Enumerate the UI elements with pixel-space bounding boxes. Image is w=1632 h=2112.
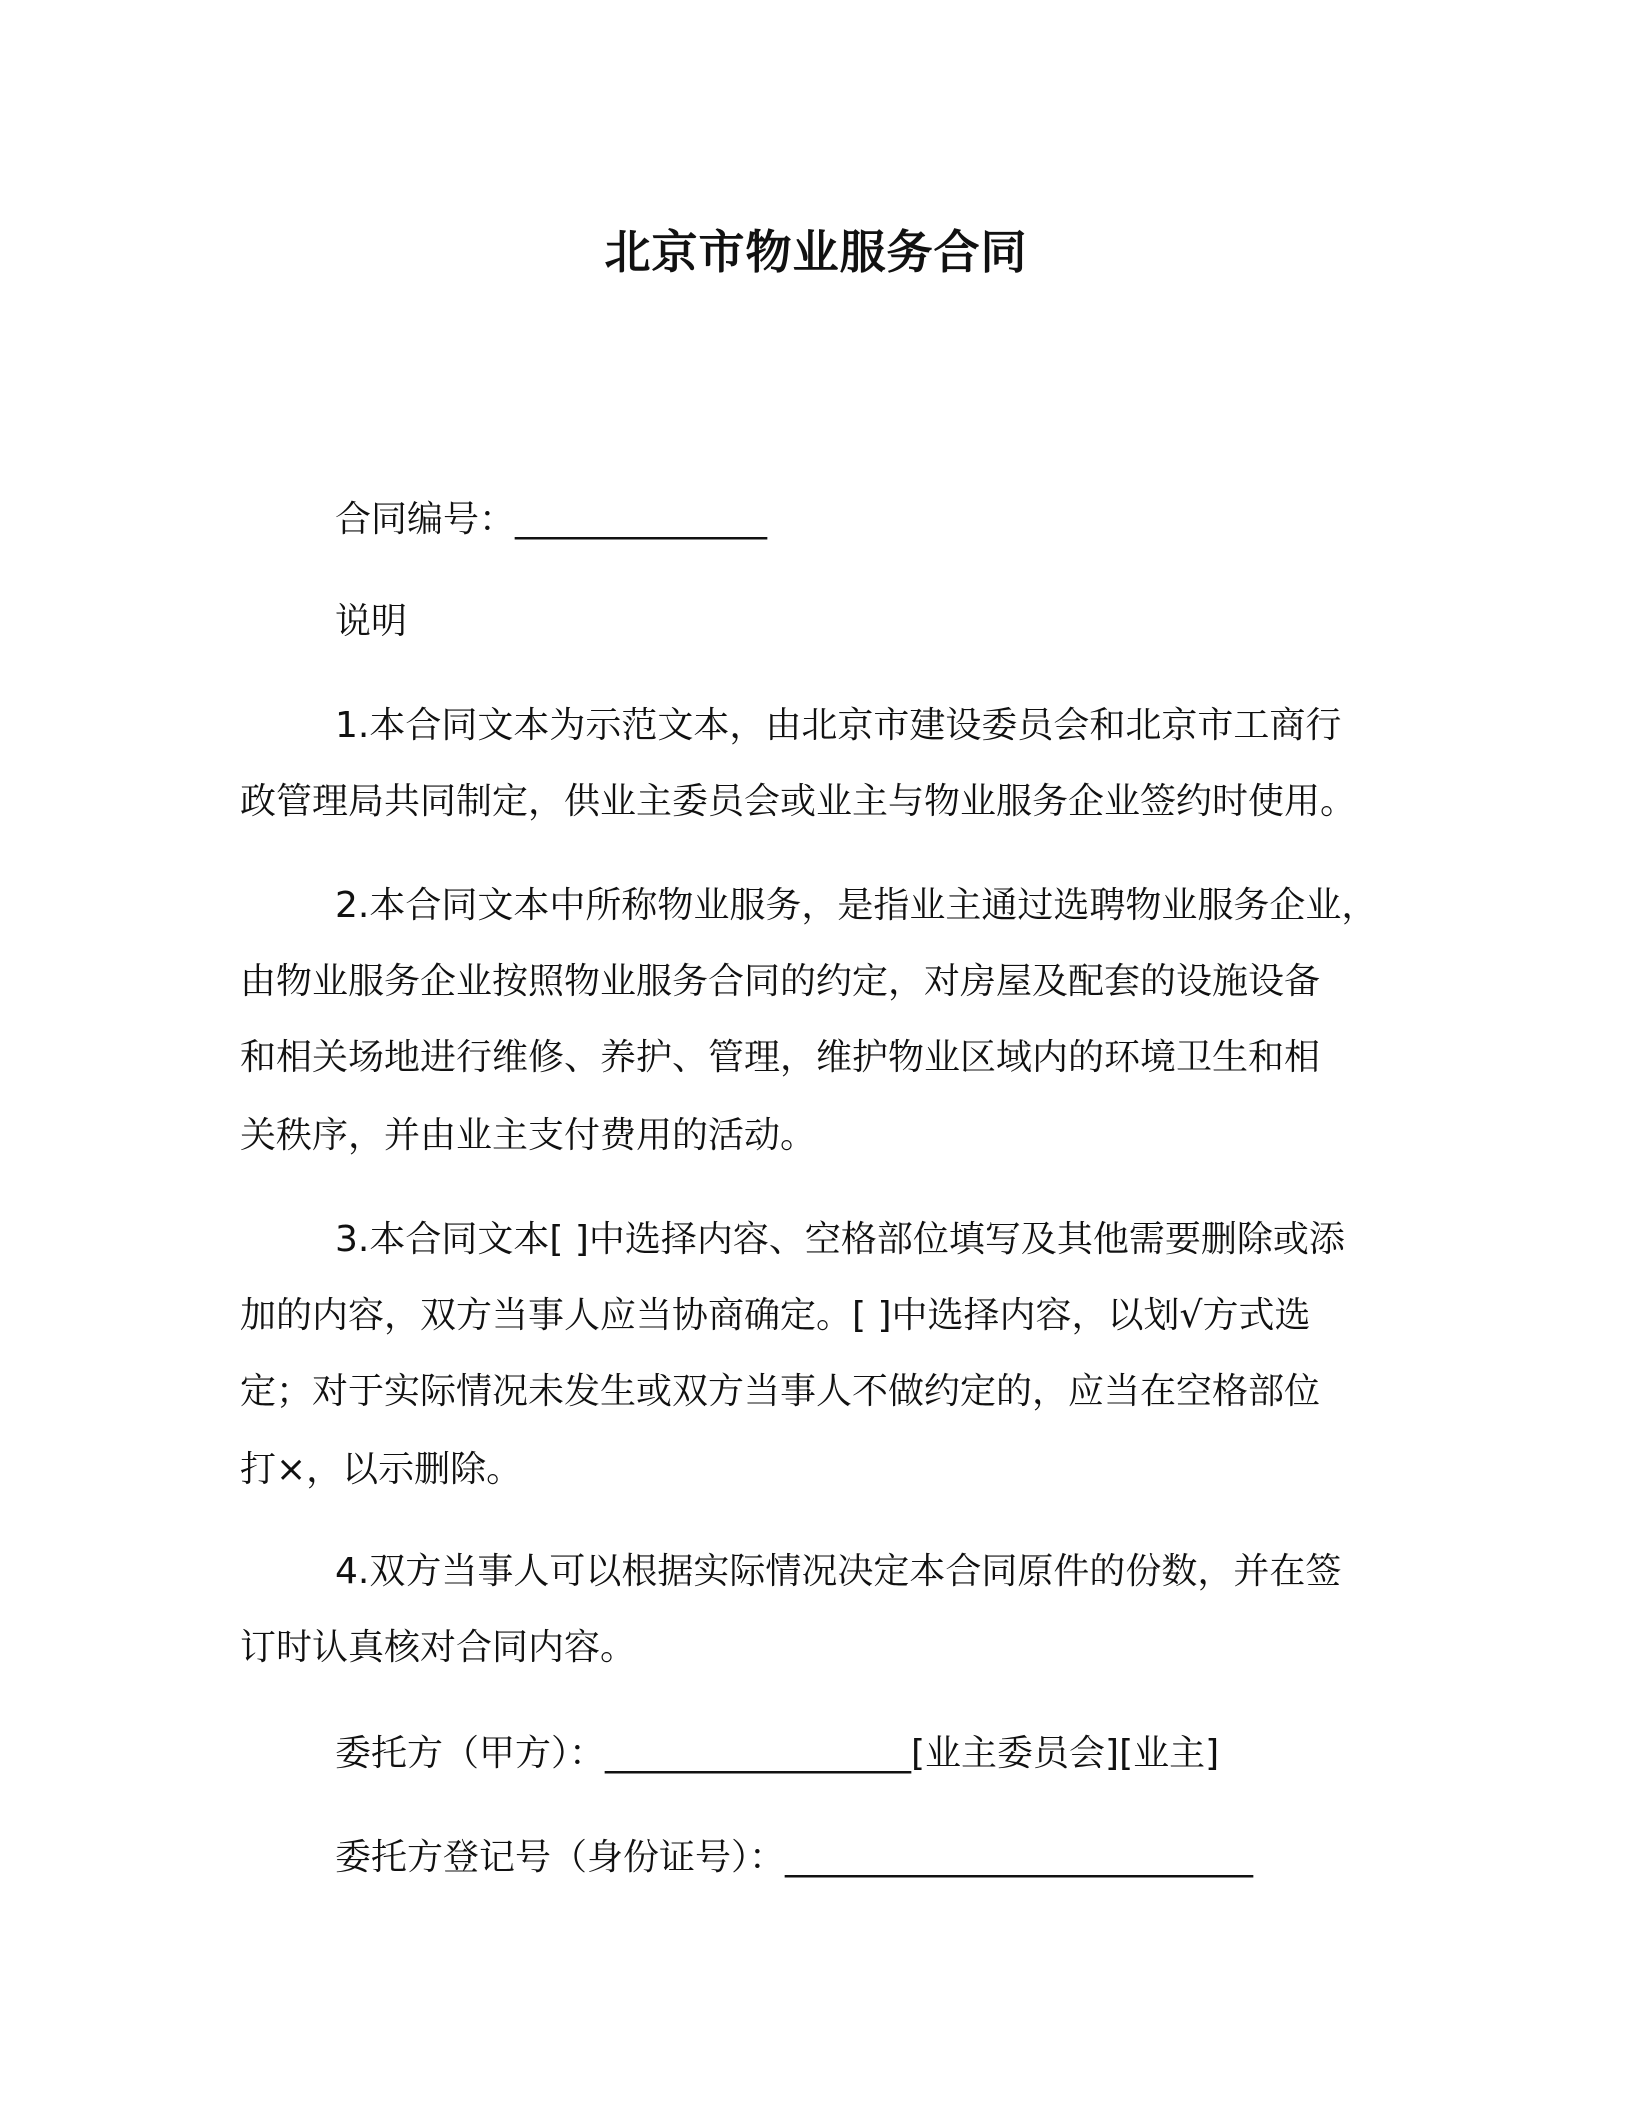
paragraph-3-line-3: 定；对于实际情况未发生或双方当事人不做约定的，应当在空格部位 [240, 1371, 1321, 1412]
paragraph-4-line-2: 订时认真核对合同内容。 [240, 1627, 637, 1668]
paragraph-2-line-3: 和相关场地进行维修、养护、管理，维护物业区域内的环境卫生和相 [240, 1037, 1321, 1078]
document-title: 北京市物业服务合同 [604, 225, 1028, 279]
paragraph-3-line-2: 加的内容，双方当事人应当协商确定。[ ]中选择内容，以划√方式选 [240, 1295, 1311, 1336]
paragraph-3-line-4: 打×，以示删除。 [240, 1449, 523, 1490]
paragraph-1-line-1: 1.本合同文本为示范文本，由北京市建设委员会和北京市工商行 [335, 705, 1342, 746]
paragraph-2-line-1: 2.本合同文本中所称物业服务，是指业主通过选聘物业服务企业， [335, 885, 1378, 926]
paragraph-3-line-1: 3.本合同文本[ ]中选择内容、空格部位填写及其他需要删除或添 [335, 1219, 1345, 1260]
explanation-heading: 说明 [335, 601, 408, 642]
paragraph-2-line-4: 关秩序，并由业主支付费用的活动。 [240, 1115, 817, 1156]
client-line: 委托方（甲方）：_________________[业主委员会][业主] [335, 1733, 1220, 1774]
paragraph-2-line-2: 由物业服务企业按照物业服务合同的约定，对房屋及配套的设施设备 [240, 961, 1321, 1002]
client-registration-line: 委托方登记号（身份证号）：__________________________ [335, 1837, 1254, 1878]
paragraph-1-line-2: 政管理局共同制定，供业主委员会或业主与物业服务企业签约时使用。 [240, 781, 1357, 822]
paragraph-4-line-1: 4.双方当事人可以根据实际情况决定本合同原件的份数，并在签 [335, 1551, 1342, 1592]
contract-number-line: 合同编号：______________ [335, 499, 768, 540]
